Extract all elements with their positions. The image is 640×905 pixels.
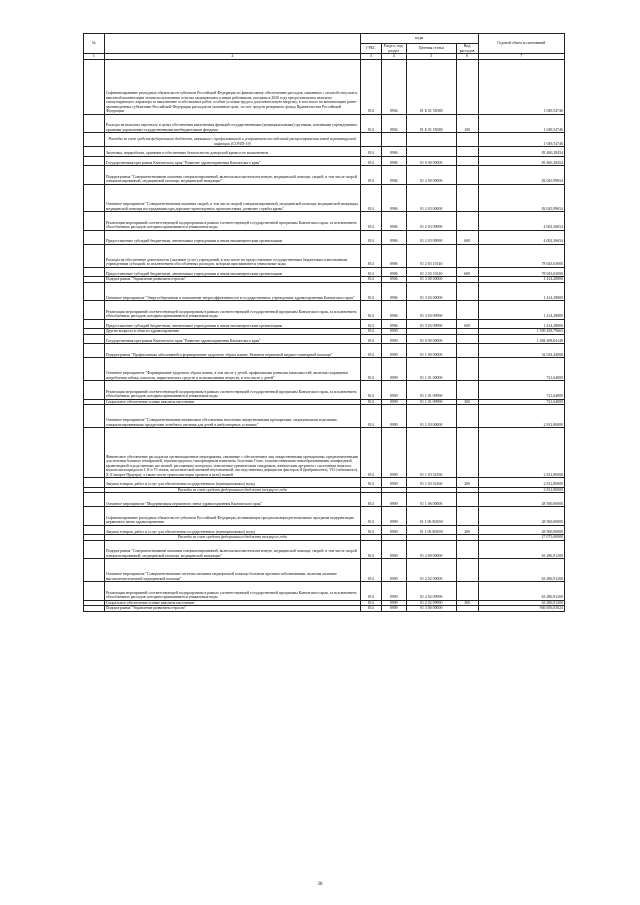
expense-type-cell <box>456 428 478 478</box>
grbs-cell: 814 <box>360 114 381 133</box>
expense-type-cell <box>456 244 478 267</box>
name-cell: Предоставление субсидий бюджетным, автономным учреждениям и иным некоммерческим организациям <box>104 230 360 244</box>
grbs-cell: 814 <box>360 329 381 335</box>
num-cell <box>84 344 105 358</box>
expense-type-cell <box>456 381 478 400</box>
volume-cell: 83 460,28454 <box>478 156 564 166</box>
name-cell: Предоставление субсидий бюджетным, автономным учреждениям и иным некоммерческим организациям <box>104 319 360 329</box>
section-cell: 0909 <box>381 540 406 559</box>
name-cell: Софинансирование расходных обязательств субъектов Российской Федерации, возникающих при реализации региональных программ модернизации первичного звена здравоохранения <box>104 507 360 526</box>
volume-cell: 1 509 458,79663 <box>478 329 564 335</box>
table-row <box>84 184 565 212</box>
table-row <box>84 334 565 344</box>
table-row <box>84 60 565 115</box>
article-cell <box>406 147 456 157</box>
article-cell: 01 1 01 09990 <box>406 381 456 400</box>
name-cell: Реализация мероприятий соответствующей подпрограммы в рамках соответствующей государственной программы Камчатского края, за исключением обособленных расходов, которым присваиваются уникальные коды <box>104 381 360 400</box>
section-cell: 0909 <box>381 525 406 535</box>
article-cell: 01 2 02 00000 <box>406 559 456 582</box>
grbs-cell: 814 <box>360 399 381 405</box>
volume-cell: 1 049,54746 <box>478 133 564 147</box>
num-cell <box>84 319 105 329</box>
grbs-cell: 814 <box>360 606 381 612</box>
grbs-cell <box>360 133 381 147</box>
expense-type-cell <box>456 559 478 582</box>
name-cell: Реализация мероприятий соответствующей подпрограммы в рамках соответствующей государственной программы Камчатского края, за исключением обособленных расходов, которым присваиваются уникальные коды <box>104 212 360 231</box>
volume-cell: 32 034,44000 <box>478 344 564 358</box>
table-row <box>84 319 565 329</box>
volume-cell: 1 414,28800 <box>478 277 564 283</box>
section-cell: 0909 <box>381 405 406 428</box>
header-expense-type: Вид расходов <box>456 44 478 54</box>
section-cell: 0909 <box>381 344 406 358</box>
volume-cell: 4 002,36654 <box>478 230 564 244</box>
expense-type-cell <box>456 507 478 526</box>
name-cell: Финансовое обеспечение расходов на организационные мероприятия, связанные с обеспечением лиц лекарственными препаратами, предназначенными для лечения больных гемофилией, муковисцидозом, гипофизарным нанизмом, болезнью Гоше, злокачественными новообразованиями лимфоидной, кроветворной и родственных им тканей, рассеянным склерозом, гемолитико-уремическим синдромом, юношеским артритом с системным началом, мукополисахаридозом I, II и VI типов, апластической анемией неуточненной, наследственным дефицитом факторов II (фибриногена), VII (лабильного), X (Стюарта-Прауэра), а также после трансплантации органов и (или) тканей <box>104 428 360 478</box>
header-codes: коды <box>360 34 478 44</box>
expense-type-cell: 200 <box>456 478 478 488</box>
volume-cell: 2 812,80000 <box>478 487 564 493</box>
table-row <box>84 381 565 400</box>
num-cell <box>84 133 105 147</box>
volume-cell: 4 002,36654 <box>478 212 564 231</box>
section-cell: 0909 <box>381 507 406 526</box>
expense-type-cell <box>456 184 478 212</box>
grbs-cell: 814 <box>360 525 381 535</box>
table-row <box>84 212 565 231</box>
table-row <box>84 166 565 185</box>
grbs-cell: 814 <box>360 540 381 559</box>
volume-cell: 82 045,99654 <box>478 184 564 212</box>
name-cell: Реализация мероприятий соответствующей подпрограммы в рамках соответствующей государственной программы Камчатского края, за исключением обособленных расходов, которым присваиваются уникальные коды <box>104 582 360 601</box>
expense-type-cell: 600 <box>456 230 478 244</box>
expense-type-cell: 300 <box>456 600 478 606</box>
article-cell: 01 2 02 09990 <box>406 600 456 606</box>
grbs-cell: 814 <box>360 493 381 507</box>
article-cell: 01 2 03 10140 <box>406 244 456 267</box>
grbs-cell: 814 <box>360 582 381 601</box>
article-cell: 01 3 03 00000 <box>406 282 456 301</box>
expense-type-cell: 600 <box>456 267 478 277</box>
name-cell: Основное мероприятие "Совершенствование оказания скорой, в том числе скорой специализированной, медицинской помощи, медицинской эвакуации, медицинской помощи пострадавшим при дорожно-транспортных происшествиях, развитие службы крови" <box>104 184 360 212</box>
table-row <box>84 114 565 133</box>
article-cell: 01 1 03 52160 <box>406 478 456 488</box>
header-name <box>104 34 360 54</box>
num-cell <box>84 559 105 582</box>
section-cell: 0909 <box>381 478 406 488</box>
grbs-cell: 814 <box>360 301 381 320</box>
name-cell: Реализация мероприятий соответствующей подпрограммы в рамках соответствующей государственной программы Камчатского края, за исключением обособленных расходов, которым присваиваются уникальные коды <box>104 301 360 320</box>
article-cell: 01 2 03 00000 <box>406 184 456 212</box>
grbs-cell: 814 <box>360 334 381 344</box>
name-cell: Основное мероприятие "Модернизация первичного звена здравоохранения Камчатского края" <box>104 493 360 507</box>
table-row <box>84 147 565 157</box>
num-cell <box>84 156 105 166</box>
section-cell: 0909 <box>381 358 406 381</box>
article-cell: 01 3 00 00000 <box>406 277 456 283</box>
num-cell <box>84 381 105 400</box>
name-cell: Основное мероприятие "Энергосбережение и повышение энергоэффективности в государственных учреждениях здравоохранения Камчатского края" <box>104 282 360 301</box>
section-cell: 0909 <box>381 399 406 405</box>
grbs-cell: 814 <box>360 507 381 526</box>
num-cell <box>84 301 105 320</box>
expense-type-cell <box>456 358 478 381</box>
num-cell <box>84 147 105 157</box>
section-cell: 0906 <box>381 277 406 283</box>
volume-cell: 1 484 408,04149 <box>478 334 564 344</box>
section-cell: 0909 <box>381 334 406 344</box>
grbs-cell: 814 <box>360 381 381 400</box>
expense-type-cell <box>456 344 478 358</box>
article-cell: 01 2 02 09990 <box>406 582 456 601</box>
name-cell: Подпрограмма "Управление развитием отрасли" <box>104 606 360 612</box>
section-cell: 0906 <box>381 244 406 267</box>
volume-cell: 1 414,28800 <box>478 319 564 329</box>
expense-type-cell <box>456 282 478 301</box>
table-row <box>84 244 565 267</box>
table-row <box>84 282 565 301</box>
grbs-cell: 814 <box>360 428 381 478</box>
name-cell: Закупка товаров, работ и услуг для обеспечения государственных (муниципальных) нужд <box>104 525 360 535</box>
table-note-row <box>84 133 565 147</box>
article-cell: 01 3 03 09990 <box>406 301 456 320</box>
header-section: Раздел, под- раздел <box>381 44 406 54</box>
section-cell: 0906 <box>381 319 406 329</box>
article-cell: 01 0 00 00000 <box>406 156 456 166</box>
article-cell: 01 1 01 09990 <box>406 399 456 405</box>
volume-cell: 28 500,00000 <box>478 525 564 535</box>
table-row <box>84 358 565 381</box>
num-cell <box>84 212 105 231</box>
volume-cell: 1 049,54746 <box>478 60 564 115</box>
article-cell <box>406 133 456 147</box>
volume-cell: 1 414,28800 <box>478 301 564 320</box>
num-cell <box>84 230 105 244</box>
expense-type-cell: 300 <box>456 399 478 405</box>
grbs-cell: 814 <box>360 600 381 606</box>
num-cell <box>84 405 105 428</box>
section-cell: 0906 <box>381 166 406 185</box>
name-cell: Расходы на выплаты персоналу в целях обеспечения выполнения функций государственными (муниципальными) органами, казенными учреждениями, органами управления государственными внебюджетными фондами <box>104 114 360 133</box>
grbs-cell: 814 <box>360 166 381 185</box>
section-cell: 0906 <box>381 147 406 157</box>
grbs-cell: 814 <box>360 319 381 329</box>
volume-cell: 946 656,03024 <box>478 606 564 612</box>
article-cell: 01 2 00 00000 <box>406 540 456 559</box>
name-cell: Подпрограмма "Совершенствование оказания специализированной, включая высокотехнологичную, медицинской помощи, скорой, в том числе скорой специализированной, медицинской помощи, медицинской эвакуации" <box>104 166 360 185</box>
grbs-cell: 814 <box>360 184 381 212</box>
num-cell <box>84 507 105 526</box>
num-cell <box>84 582 105 601</box>
expense-type-cell <box>456 60 478 115</box>
num-cell <box>84 267 105 277</box>
table-row <box>84 344 565 358</box>
num-cell <box>84 525 105 535</box>
name-cell: Основное мероприятие "Формирование здорового образа жизни, в том числе у детей, профилактика развития зависимостей, включая сокращение потребления табака, алкоголя, наркотических средств и психоактивных веществ, в том числе у детей" <box>104 358 360 381</box>
section-cell: 0909 <box>381 600 406 606</box>
expense-type-cell <box>456 606 478 612</box>
article-cell: 01 2 00 00000 <box>406 166 456 185</box>
article-cell: 01 1 06 R3650 <box>406 525 456 535</box>
budget-allocation-table <box>83 33 565 612</box>
page-number: 38 <box>317 882 323 887</box>
grbs-cell: 814 <box>360 559 381 582</box>
num-cell <box>84 478 105 488</box>
column-index: 4 <box>381 54 406 60</box>
table-row <box>84 230 565 244</box>
header-num: № <box>84 34 105 54</box>
expense-type-cell <box>456 166 478 185</box>
expense-type-cell <box>456 212 478 231</box>
table-row <box>84 540 565 559</box>
table-row <box>84 559 565 582</box>
name-cell: Подпрограмма "Управление развитием отрасли" <box>104 277 360 283</box>
name-cell: Заготовка, переработка, хранение и обеспечение безопасности донорской крови и ее компонентов <box>104 147 360 157</box>
grbs-cell: 814 <box>360 212 381 231</box>
grbs-cell: 814 <box>360 405 381 428</box>
column-index: 5 <box>406 54 456 60</box>
section-cell: 0906 <box>381 184 406 212</box>
table-body <box>84 60 565 612</box>
table-row <box>84 493 565 507</box>
article-cell: 01 2 03 10140 <box>406 267 456 277</box>
num-cell <box>84 166 105 185</box>
expense-type-cell: 100 <box>456 114 478 133</box>
section-cell: 0906 <box>381 282 406 301</box>
name-cell: Государственная программа Камчатского края "Развитие здравоохранения Камчатского края" <box>104 334 360 344</box>
expense-type-cell <box>456 156 478 166</box>
volume-cell: 721,64000 <box>478 358 564 381</box>
volume-cell: 2 812,80000 <box>478 405 564 428</box>
article-cell: 01 0 00 00000 <box>406 334 456 344</box>
volume-cell: 28 500,00000 <box>478 507 564 526</box>
volume-cell: 2 812,80000 <box>478 428 564 478</box>
expense-type-cell <box>456 301 478 320</box>
table-row <box>84 507 565 526</box>
name-cell: Предоставление субсидий бюджетным, автономным учреждениям и иным некоммерческим организациям <box>104 267 360 277</box>
num-cell <box>84 334 105 344</box>
grbs-cell: 814 <box>360 344 381 358</box>
volume-cell: 82 045,99654 <box>478 166 564 185</box>
header-target-article: Целевая статья <box>406 44 456 54</box>
column-index: 1 <box>84 54 105 60</box>
section-cell: 0906 <box>381 267 406 277</box>
column-index: 2 <box>104 54 360 60</box>
expense-type-cell: 600 <box>456 319 478 329</box>
volume-cell: 28 500,00000 <box>478 493 564 507</box>
num-cell <box>84 358 105 381</box>
grbs-cell: 814 <box>360 244 381 267</box>
volume-cell: 63 286,91200 <box>478 559 564 582</box>
article-cell: 01 3 03 09990 <box>406 319 456 329</box>
num-cell <box>84 114 105 133</box>
grbs-cell: 814 <box>360 358 381 381</box>
name-cell: Расходы за счет средств федерального бюджета, связанные с профилактикой и устранением последствий распространения новой коронавирусной инфекции (COVID-19) <box>104 133 360 147</box>
article-cell: 01 1 03 00000 <box>406 405 456 428</box>
volume-cell: 27 075,00000 <box>478 535 564 541</box>
table-row <box>84 525 565 535</box>
expense-type-cell <box>456 405 478 428</box>
num-cell <box>84 493 105 507</box>
name-cell: Расходы за счет средств федерального бюджета текущего года <box>104 487 360 493</box>
grbs-cell: 814 <box>360 267 381 277</box>
expense-type-cell <box>456 147 478 157</box>
num-cell <box>84 540 105 559</box>
article-cell: 01 1 01 00000 <box>406 358 456 381</box>
num-cell <box>84 606 105 612</box>
table-header-row <box>84 34 565 44</box>
volume-cell: 63 286,91200 <box>478 540 564 559</box>
column-index: 6 <box>456 54 478 60</box>
section-cell: 0909 <box>381 559 406 582</box>
volume-cell: 2 812,80000 <box>478 478 564 488</box>
table-row <box>84 267 565 277</box>
section-cell: 0906 <box>381 301 406 320</box>
section-cell: 0906 <box>381 212 406 231</box>
volume-cell: 83 460,28454 <box>478 147 564 157</box>
section-cell <box>381 133 406 147</box>
volume-cell: 721,64000 <box>478 399 564 405</box>
table-row <box>84 478 565 488</box>
grbs-cell: 814 <box>360 60 381 115</box>
name-cell: Другие вопросы в области здравоохранения <box>104 329 360 335</box>
grbs-cell: 814 <box>360 230 381 244</box>
num-cell <box>84 428 105 478</box>
num-cell <box>84 184 105 212</box>
header-annual-volume: Годовой объем ассигнований <box>478 34 564 54</box>
name-cell: Расходы за счет средств федерального бюджета текущего года <box>104 535 360 541</box>
volume-cell: 63 286,91200 <box>478 582 564 601</box>
column-index: 3 <box>360 54 381 60</box>
article-cell: 01 Б 01 58380 <box>406 114 456 133</box>
grbs-cell: 814 <box>360 156 381 166</box>
num-cell <box>84 244 105 267</box>
volume-cell: 1 414,28800 <box>478 282 564 301</box>
article-cell: 01 Б 01 58380 <box>406 60 456 115</box>
article-cell: 01 1 06 R3650 <box>406 507 456 526</box>
name-cell: Социальное обеспечение и иные выплаты населению <box>104 600 360 606</box>
article-cell: 01 1 00 00000 <box>406 344 456 358</box>
volume-cell: 1 049,54746 <box>478 114 564 133</box>
num-cell <box>84 282 105 301</box>
table-row <box>84 606 565 612</box>
section-cell: 0904 <box>381 60 406 115</box>
name-cell: Софинансирование расходных обязательств субъектов Российской Федерации по финансовому обеспечению расходов, связанных с оплатой отпусков и выплатой компенсации за неиспользованные отпуска медицинским и иным работникам, которым в 2020 году предоставлялись выплаты стимулирующего характера за выполнение особо важных работ, особые условия труда и дополнительную нагрузку, в том числе на компенсацию ранее произведенных субъектами Российской Федерации расходов на указанные цели, за счет средств резервного фонда Правительства Российской Федерации <box>104 60 360 115</box>
article-cell: 01 1 06 00000 <box>406 493 456 507</box>
grbs-cell: 814 <box>360 282 381 301</box>
section-cell: 0904 <box>381 114 406 133</box>
num-cell <box>84 60 105 115</box>
article-cell: 01 1 03 52160 <box>406 428 456 478</box>
section-cell: 0909 <box>381 381 406 400</box>
name-cell: Подпрограмма "Совершенствование оказания специализированной, включая высокотехнологичную, медицинской помощи, скорой, в том числе скорой специализированной, медицинской помощи, медицинской эвакуации" <box>104 540 360 559</box>
expense-type-cell <box>456 582 478 601</box>
table-row <box>84 428 565 478</box>
volume-cell: 78 043,63000 <box>478 267 564 277</box>
grbs-cell: 814 <box>360 478 381 488</box>
volume-cell: 63 286,91200 <box>478 600 564 606</box>
column-index: 7 <box>478 54 564 60</box>
article-cell: 01 2 03 09990 <box>406 212 456 231</box>
grbs-cell: 814 <box>360 277 381 283</box>
article-cell: 01 2 03 09990 <box>406 230 456 244</box>
name-cell: Основное мероприятие "Совершенствование механизмов обеспечения населения лекарственными препаратами, медицинскими изделиями, специализированными продуктами лечебного питания для детей в амбулаторных условиях" <box>104 405 360 428</box>
article-cell: 01 3 00 00000 <box>406 606 456 612</box>
name-cell: Социальное обеспечение и иные выплаты населению <box>104 399 360 405</box>
expense-type-cell <box>456 133 478 147</box>
expense-type-cell <box>456 540 478 559</box>
volume-cell: 78 043,63000 <box>478 244 564 267</box>
section-cell: 0909 <box>381 606 406 612</box>
section-cell: 0906 <box>381 230 406 244</box>
name-cell: Расходы на обеспечение деятельности (оказание услуг) учреждений, в том числе на предоставление государственным бюджетным и автономным учреждениям субсидий, за исключением обособленных расходов, которым присваиваются уникальные коды <box>104 244 360 267</box>
name-cell: Государственная программа Камчатского края "Развитие здравоохранения Камчатского края" <box>104 156 360 166</box>
table-row <box>84 156 565 166</box>
section-cell: 0909 <box>381 493 406 507</box>
table-row <box>84 405 565 428</box>
expense-type-cell <box>456 334 478 344</box>
table-row <box>84 301 565 320</box>
table-row <box>84 582 565 601</box>
section-cell: 0906 <box>381 156 406 166</box>
section-cell: 0909 <box>381 582 406 601</box>
header-grbs: ГРБС <box>360 44 381 54</box>
expense-type-cell <box>456 493 478 507</box>
name-cell: Основное мероприятие "Совершенствование системы оказания медицинской помощи больным прочими заболеваниями, включая оказание высокотехнологичной медицинской помощи" <box>104 559 360 582</box>
section-cell: 0909 <box>381 428 406 478</box>
name-cell: Закупка товаров, работ и услуг для обеспечения государственных (муниципальных) нужд <box>104 478 360 488</box>
name-cell: Подпрограмма "Профилактика заболеваний и формирование здорового образа жизни. Развитие первичной медико-санитарной помощи" <box>104 344 360 358</box>
grbs-cell: 814 <box>360 147 381 157</box>
expense-type-cell: 200 <box>456 525 478 535</box>
section-cell: 0909 <box>381 329 406 335</box>
volume-cell: 721,64000 <box>478 381 564 400</box>
